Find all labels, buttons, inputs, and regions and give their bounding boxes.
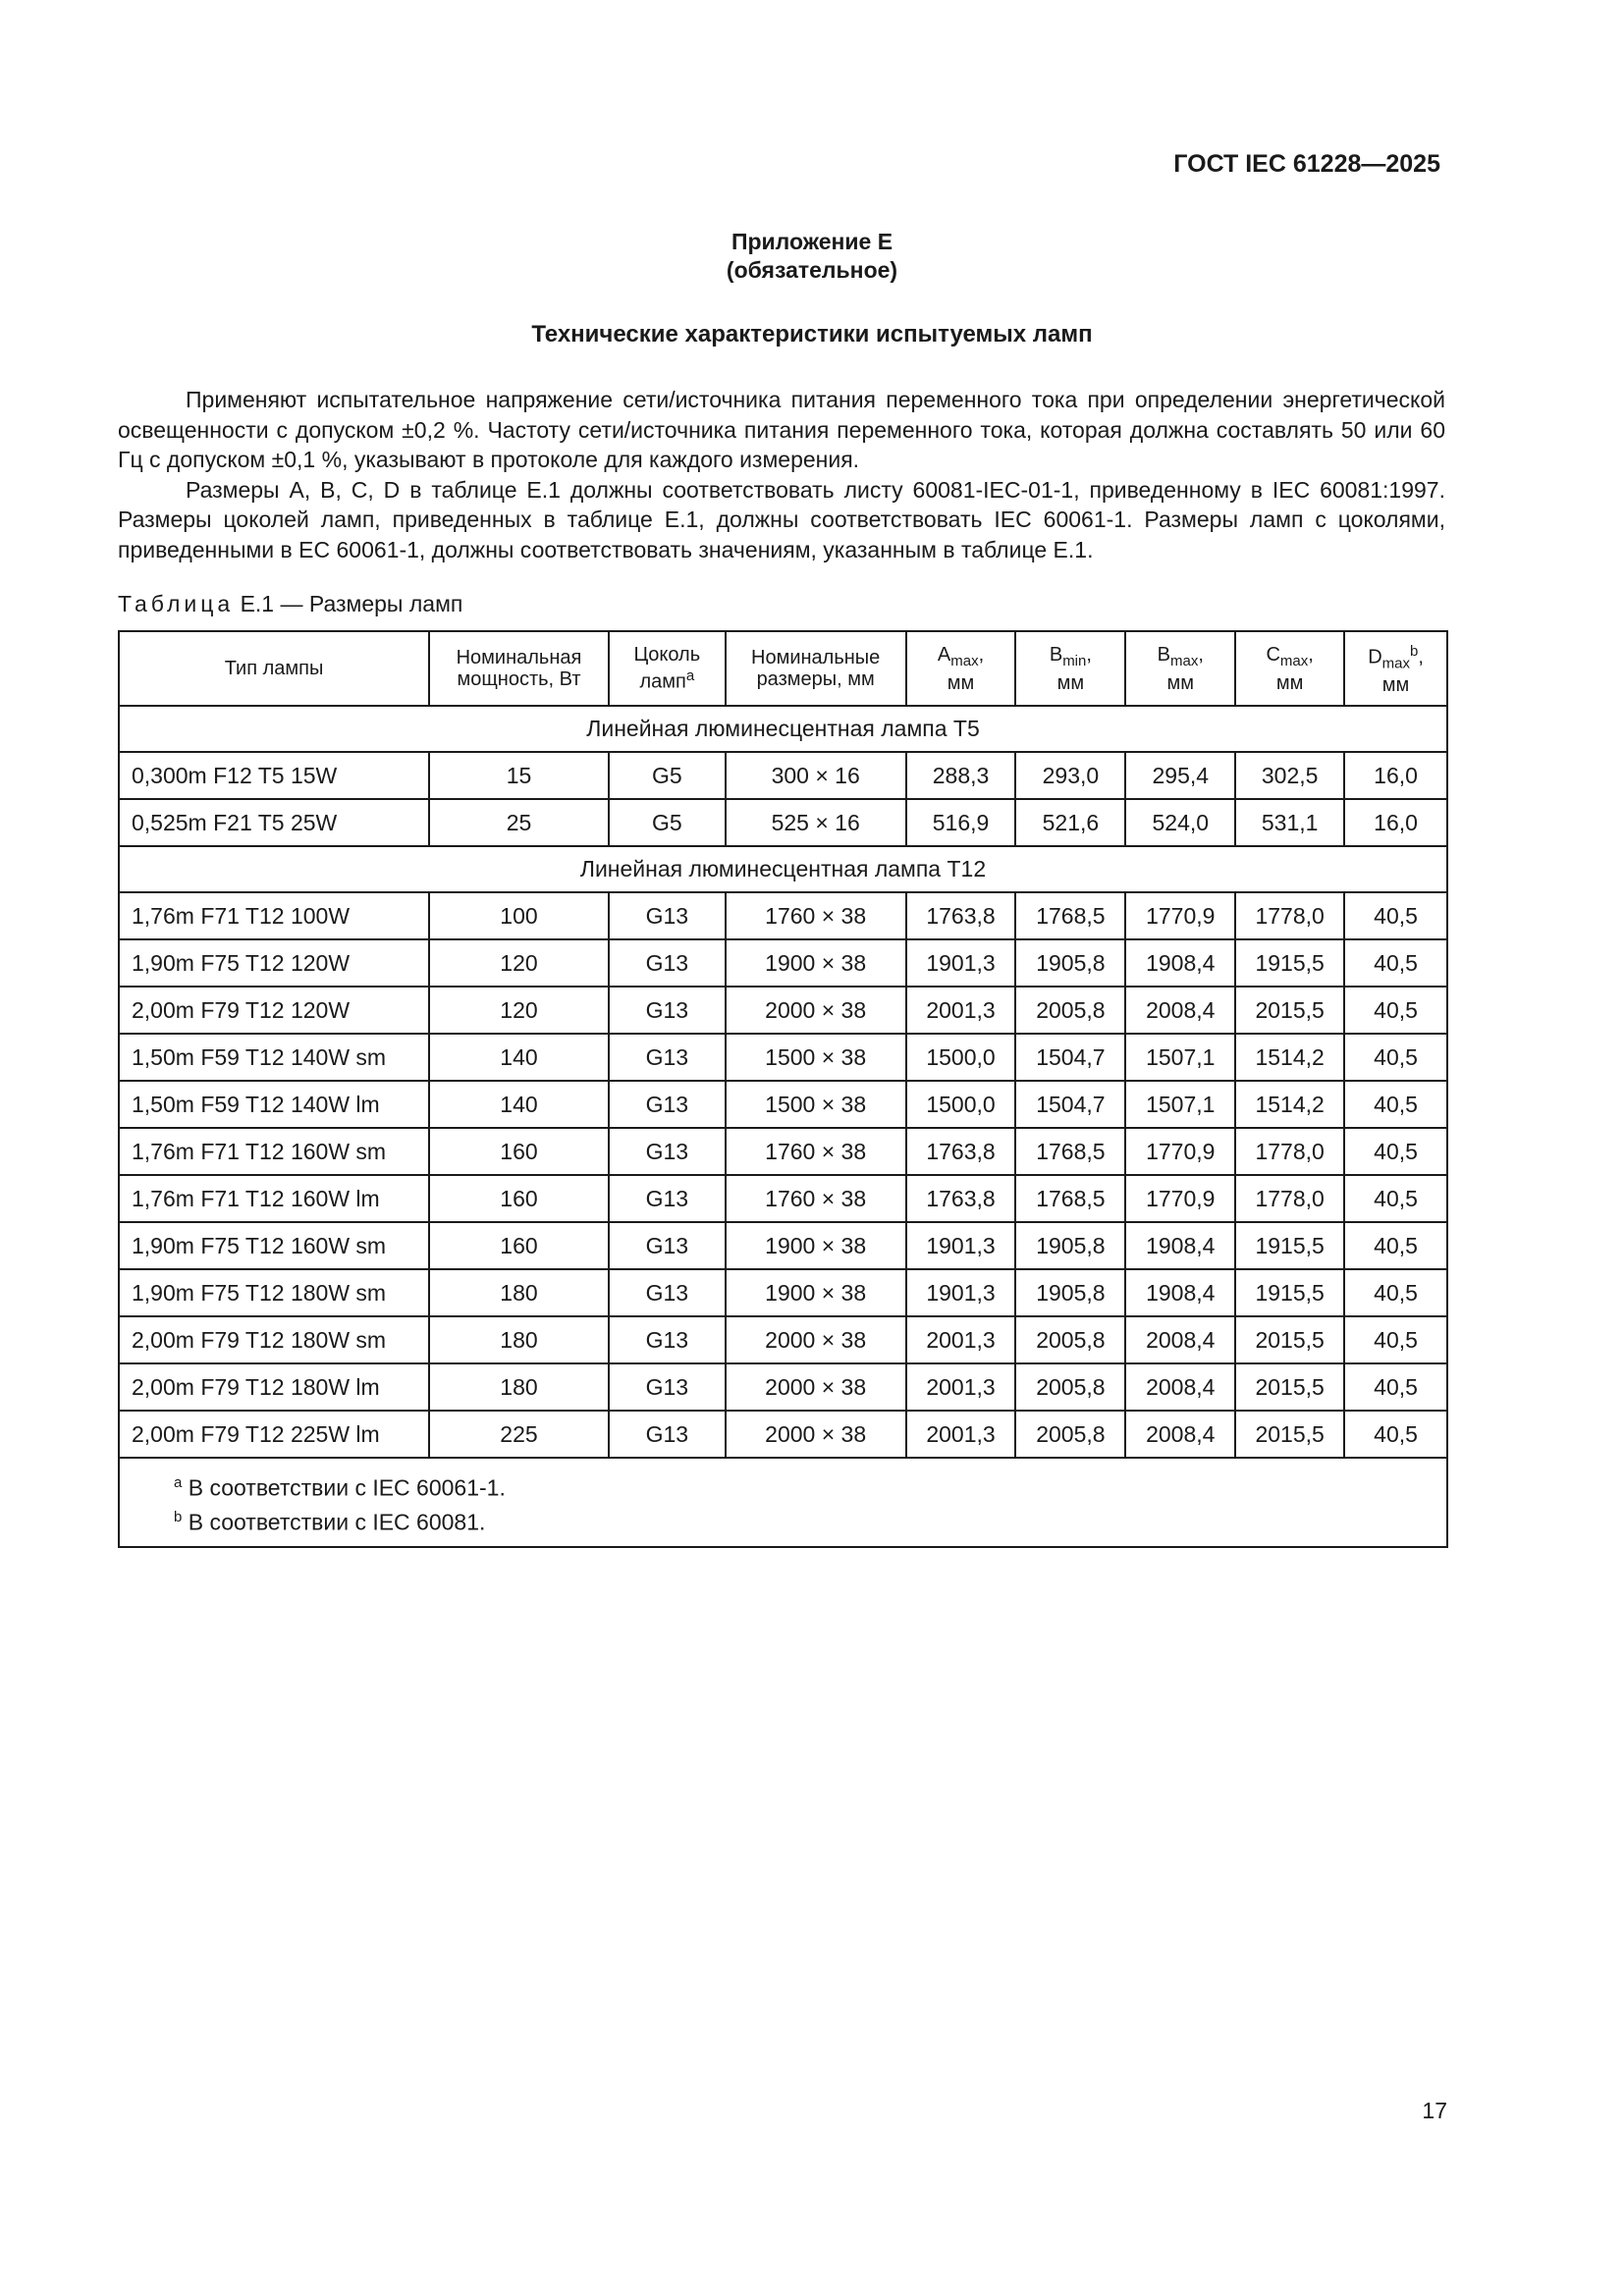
- table-caption-prefix: Таблица: [118, 591, 235, 616]
- paragraph: Размеры А, В, С, D в таблице Е.1 должны соответствовать листу 60081-IEC-01-1, приведенному в IEC 60081:1997. Размеры цоколей ламп, приведенных в таблице Е.1, должны соответствовать IEC 60061-1. Размеры ламп с цоколями, приведенными в ЕС 60061-1, должны соответствовать значениям, указанным в таблице Е.1.: [118, 476, 1445, 562]
- table-row: [119, 1222, 1447, 1269]
- cell-lamp-type: 1,76m F71 T12 160W sm: [119, 1128, 429, 1175]
- cell-power: 225: [429, 1411, 609, 1458]
- cell-c-max: 1915,5: [1235, 1269, 1344, 1316]
- cell-a-max: 516,9: [906, 799, 1016, 846]
- cell-nominal-size: 1900 × 38: [726, 939, 906, 987]
- cell-nominal-size: 1500 × 38: [726, 1081, 906, 1128]
- cell-c-max: 302,5: [1235, 752, 1344, 799]
- document-code: ГОСТ IEC 61228—2025: [1173, 150, 1440, 178]
- cell-a-max: 1763,8: [906, 892, 1016, 939]
- cell-d-max: 40,5: [1344, 1222, 1447, 1269]
- cell-nominal-size: 2000 × 38: [726, 987, 906, 1034]
- cell-b-max: 1770,9: [1125, 892, 1235, 939]
- cell-b-min: 1504,7: [1015, 1081, 1125, 1128]
- table-row: [119, 1128, 1447, 1175]
- cell-b-max: 1770,9: [1125, 1128, 1235, 1175]
- cell-a-max: 1901,3: [906, 939, 1016, 987]
- cell-a-max: 1763,8: [906, 1128, 1016, 1175]
- cell-power: 180: [429, 1316, 609, 1363]
- group-title: Линейная люминесцентная лампа Т12: [119, 846, 1447, 892]
- cell-c-max: 2015,5: [1235, 1316, 1344, 1363]
- table-caption: [118, 591, 462, 617]
- cell-nominal-size: 2000 × 38: [726, 1363, 906, 1411]
- cell-a-max: 2001,3: [906, 1316, 1016, 1363]
- cell-c-max: 1514,2: [1235, 1081, 1344, 1128]
- cell-b-max: 1507,1: [1125, 1081, 1235, 1128]
- cell-b-min: 2005,8: [1015, 987, 1125, 1034]
- cell-b-max: 1770,9: [1125, 1175, 1235, 1222]
- cell-b-min: 2005,8: [1015, 1316, 1125, 1363]
- annex-heading: [0, 228, 1624, 285]
- cell-d-max: 40,5: [1344, 1175, 1447, 1222]
- table-row: [119, 1269, 1447, 1316]
- cell-a-max: 1500,0: [906, 1034, 1016, 1081]
- annex-status: (обязательное): [726, 257, 898, 283]
- cell-nominal-size: 1500 × 38: [726, 1034, 906, 1081]
- footnote-b: $^b$ В соответствии с IEC 60081.: [174, 1508, 486, 1535]
- cell-b-max: 1507,1: [1125, 1034, 1235, 1081]
- table-row: [119, 987, 1447, 1034]
- body-text: [118, 385, 1445, 564]
- cell-d-max: 40,5: [1344, 1411, 1447, 1458]
- annex-title: Приложение Е: [731, 229, 893, 254]
- cell-a-max: 1500,0: [906, 1081, 1016, 1128]
- table-row: [119, 799, 1447, 846]
- cell-base: G13: [609, 987, 726, 1034]
- cell-a-max: 1901,3: [906, 1222, 1016, 1269]
- cell-base: G5: [609, 799, 726, 846]
- table-row: [119, 752, 1447, 799]
- cell-power: 25: [429, 799, 609, 846]
- cell-d-max: 40,5: [1344, 987, 1447, 1034]
- table-row: [119, 939, 1447, 987]
- cell-nominal-size: 1900 × 38: [726, 1222, 906, 1269]
- cell-b-min: 1768,5: [1015, 1175, 1125, 1222]
- cell-a-max: 2001,3: [906, 987, 1016, 1034]
- page-number: 17: [1422, 2098, 1447, 2123]
- cell-b-max: 2008,4: [1125, 987, 1235, 1034]
- cell-c-max: 2015,5: [1235, 987, 1344, 1034]
- table-row: [119, 1411, 1447, 1458]
- cell-b-max: 2008,4: [1125, 1411, 1235, 1458]
- cell-b-min: 1768,5: [1015, 1128, 1125, 1175]
- cell-nominal-size: 1900 × 38: [726, 1269, 906, 1316]
- cell-d-max: 16,0: [1344, 752, 1447, 799]
- cell-power: 160: [429, 1175, 609, 1222]
- cell-power: 160: [429, 1128, 609, 1175]
- header-c-max: $C_{max}$, мм: [1235, 631, 1344, 706]
- cell-base: G13: [609, 892, 726, 939]
- cell-d-max: 40,5: [1344, 1081, 1447, 1128]
- cell-d-max: 40,5: [1344, 1128, 1447, 1175]
- table-row: [119, 1034, 1447, 1081]
- cell-d-max: 40,5: [1344, 892, 1447, 939]
- cell-c-max: 1915,5: [1235, 1222, 1344, 1269]
- cell-power: 180: [429, 1269, 609, 1316]
- cell-a-max: 288,3: [906, 752, 1016, 799]
- cell-power: 160: [429, 1222, 609, 1269]
- cell-base: G13: [609, 939, 726, 987]
- cell-lamp-type: 2,00m F79 T12 225W lm: [119, 1411, 429, 1458]
- header-d-max: $D_{max}^b$, мм: [1344, 631, 1447, 706]
- table-row: [119, 1363, 1447, 1411]
- cell-lamp-type: 1,90m F75 T12 160W sm: [119, 1222, 429, 1269]
- cell-b-min: 293,0: [1015, 752, 1125, 799]
- header-b-min: $B_{min}$, мм: [1015, 631, 1125, 706]
- table-row: [119, 1175, 1447, 1222]
- cell-d-max: 16,0: [1344, 799, 1447, 846]
- cell-b-max: 2008,4: [1125, 1363, 1235, 1411]
- header-lamp-type: Тип лампы: [119, 631, 429, 706]
- header-nominal-size: Номинальные размеры, мм: [726, 631, 906, 706]
- cell-c-max: 2015,5: [1235, 1411, 1344, 1458]
- cell-nominal-size: 300 × 16: [726, 752, 906, 799]
- cell-power: 140: [429, 1034, 609, 1081]
- cell-b-min: 521,6: [1015, 799, 1125, 846]
- lamp-dimensions-table: [118, 630, 1448, 1548]
- cell-b-max: 295,4: [1125, 752, 1235, 799]
- cell-base: G13: [609, 1175, 726, 1222]
- cell-base: G13: [609, 1411, 726, 1458]
- table-header-row: [119, 631, 1447, 706]
- header-power: Номинальная мощность, Вт: [429, 631, 609, 706]
- table-row: [119, 892, 1447, 939]
- cell-b-max: 2008,4: [1125, 1316, 1235, 1363]
- cell-base: G13: [609, 1034, 726, 1081]
- table-caption-title: Е.1 — Размеры ламп: [234, 591, 463, 616]
- cell-c-max: 1778,0: [1235, 1128, 1344, 1175]
- footnotes-cell: [119, 1458, 1447, 1547]
- cell-base: G13: [609, 1222, 726, 1269]
- cell-b-max: 524,0: [1125, 799, 1235, 846]
- cell-d-max: 40,5: [1344, 1363, 1447, 1411]
- cell-lamp-type: 1,50m F59 T12 140W sm: [119, 1034, 429, 1081]
- cell-d-max: 40,5: [1344, 1316, 1447, 1363]
- section-title: Технические характеристики испытуемых ламп: [531, 321, 1093, 347]
- table-row: [119, 1316, 1447, 1363]
- cell-a-max: 2001,3: [906, 1363, 1016, 1411]
- table-body: [119, 706, 1447, 1458]
- header-base: Цоколь ламп$^a$: [609, 631, 726, 706]
- group-header-row: [119, 846, 1447, 892]
- cell-b-max: 1908,4: [1125, 1269, 1235, 1316]
- cell-lamp-type: 1,76m F71 T12 160W lm: [119, 1175, 429, 1222]
- header-b-max: $B_{max}$, мм: [1125, 631, 1235, 706]
- cell-c-max: 1915,5: [1235, 939, 1344, 987]
- cell-b-min: 1905,8: [1015, 939, 1125, 987]
- cell-nominal-size: 2000 × 38: [726, 1411, 906, 1458]
- cell-d-max: 40,5: [1344, 1269, 1447, 1316]
- cell-lamp-type: 1,90m F75 T12 180W sm: [119, 1269, 429, 1316]
- cell-lamp-type: 1,76m F71 T12 100W: [119, 892, 429, 939]
- cell-c-max: 1778,0: [1235, 892, 1344, 939]
- group-header-row: [119, 706, 1447, 752]
- cell-c-max: 2015,5: [1235, 1363, 1344, 1411]
- cell-base: G13: [609, 1269, 726, 1316]
- cell-lamp-type: 2,00m F79 T12 120W: [119, 987, 429, 1034]
- cell-b-min: 1504,7: [1015, 1034, 1125, 1081]
- cell-a-max: 2001,3: [906, 1411, 1016, 1458]
- cell-d-max: 40,5: [1344, 939, 1447, 987]
- cell-lamp-type: 2,00m F79 T12 180W sm: [119, 1316, 429, 1363]
- cell-nominal-size: 1760 × 38: [726, 1128, 906, 1175]
- cell-nominal-size: 1760 × 38: [726, 1175, 906, 1222]
- cell-power: 100: [429, 892, 609, 939]
- cell-a-max: 1763,8: [906, 1175, 1016, 1222]
- group-title: Линейная люминесцентная лампа Т5: [119, 706, 1447, 752]
- cell-b-min: 2005,8: [1015, 1411, 1125, 1458]
- cell-power: 15: [429, 752, 609, 799]
- cell-b-min: 1905,8: [1015, 1222, 1125, 1269]
- cell-b-min: 2005,8: [1015, 1363, 1125, 1411]
- cell-lamp-type: 2,00m F79 T12 180W lm: [119, 1363, 429, 1411]
- cell-b-min: 1905,8: [1015, 1269, 1125, 1316]
- cell-power: 120: [429, 987, 609, 1034]
- cell-nominal-size: 2000 × 38: [726, 1316, 906, 1363]
- header-a-max: $A_{max}$, мм: [906, 631, 1016, 706]
- cell-c-max: 531,1: [1235, 799, 1344, 846]
- cell-nominal-size: 525 × 16: [726, 799, 906, 846]
- cell-nominal-size: 1760 × 38: [726, 892, 906, 939]
- cell-b-max: 1908,4: [1125, 1222, 1235, 1269]
- footnote-a: $^a$ В соответствии с IEC 60061-1.: [174, 1474, 506, 1501]
- cell-c-max: 1778,0: [1235, 1175, 1344, 1222]
- paragraph: Применяют испытательное напряжение сети/источника питания переменного тока при определении энергетической освещенности с допуском ±0,2 %. Частоту сети/источника питания переменного тока, которая должна составлять 50 или 60 Гц с допуском ±0,1 %, указывают в протоколе для каждого измерения.: [118, 387, 1445, 472]
- cell-power: 120: [429, 939, 609, 987]
- cell-lamp-type: 1,50m F59 T12 140W lm: [119, 1081, 429, 1128]
- cell-base: G13: [609, 1363, 726, 1411]
- cell-a-max: 1901,3: [906, 1269, 1016, 1316]
- cell-base: G5: [609, 752, 726, 799]
- cell-base: G13: [609, 1316, 726, 1363]
- cell-power: 140: [429, 1081, 609, 1128]
- cell-base: G13: [609, 1128, 726, 1175]
- cell-lamp-type: 0,300m F12 T5 15W: [119, 752, 429, 799]
- cell-lamp-type: 1,90m F75 T12 120W: [119, 939, 429, 987]
- cell-d-max: 40,5: [1344, 1034, 1447, 1081]
- cell-c-max: 1514,2: [1235, 1034, 1344, 1081]
- table-row: [119, 1081, 1447, 1128]
- cell-b-min: 1768,5: [1015, 892, 1125, 939]
- footnotes-row: [119, 1458, 1447, 1547]
- cell-power: 180: [429, 1363, 609, 1411]
- cell-base: G13: [609, 1081, 726, 1128]
- cell-b-max: 1908,4: [1125, 939, 1235, 987]
- cell-lamp-type: 0,525m F21 T5 25W: [119, 799, 429, 846]
